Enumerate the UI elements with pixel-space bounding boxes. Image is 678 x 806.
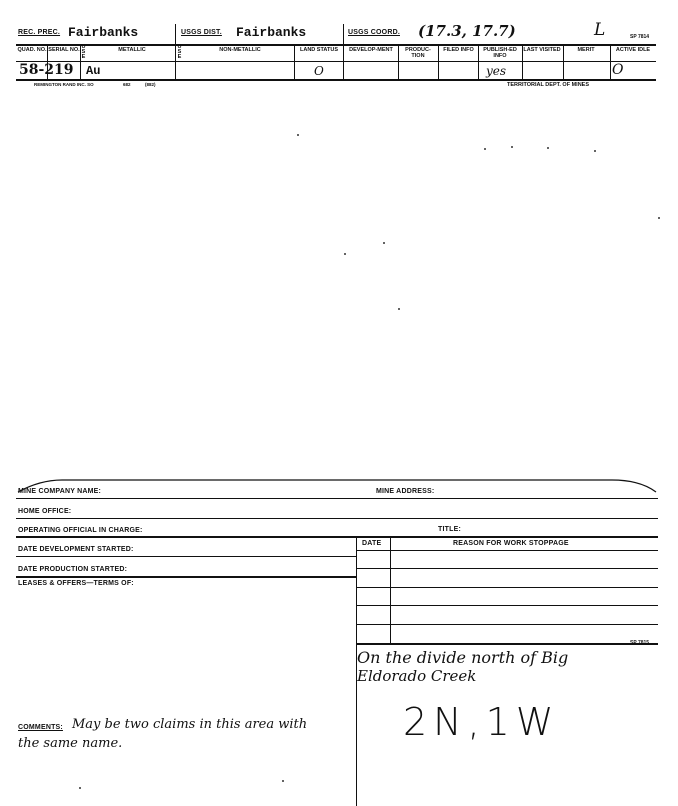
- title-label: TITLE:: [438, 526, 461, 533]
- speck: [297, 134, 299, 136]
- form-code-2: SP 7815: [630, 640, 650, 646]
- card-edge: [0, 470, 678, 496]
- record-metallic: Au: [86, 64, 101, 78]
- rule: [356, 643, 658, 645]
- col-merit: MERIT: [577, 47, 595, 53]
- col-divider: [175, 44, 176, 79]
- col-active-idle: ACTIVE IDLE: [615, 47, 651, 53]
- col-land-status: LAND STATUS: [300, 47, 338, 53]
- comments-line2: the same name.: [18, 736, 123, 751]
- record-active-idle: O: [612, 62, 624, 78]
- col-divider: [343, 44, 344, 79]
- comments-label: COMMENTS:: [18, 724, 63, 731]
- speck: [398, 308, 400, 310]
- mine-address-label: MINE ADDRESS:: [376, 488, 435, 495]
- date-development-label: DATE DEVELOPMENT STARTED:: [18, 546, 134, 553]
- usgs-coord-value: (17.3, 17.7): [418, 22, 516, 40]
- usgs-dist-label: USGS DIST.: [181, 29, 222, 36]
- leases-offers-label: LEASES & OFFERS—TERMS OF:: [18, 580, 134, 587]
- col-quad-no: QUAD. NO.: [17, 47, 47, 53]
- col-divider: [522, 44, 523, 79]
- rule: [16, 44, 656, 46]
- col-divider: [294, 44, 295, 79]
- printer-mark-a: 682: [123, 82, 131, 87]
- col-divider: [80, 44, 81, 79]
- rec-prec-label: REC. PREC.: [18, 29, 61, 36]
- col-metallic: METALLIC: [118, 47, 146, 53]
- speck: [658, 217, 660, 219]
- col-production: PRODUC-TION: [405, 47, 431, 59]
- date-column-label: DATE: [362, 540, 382, 547]
- printer-credit: REMINGTON RAND INC. SO: [34, 82, 94, 87]
- comments-line1: May be two claims in this area with: [72, 717, 308, 732]
- rec-prec-value: Fairbanks: [68, 25, 139, 40]
- department-credit: TERRITORIAL DEPT. OF MINES: [507, 82, 589, 88]
- record-serial: 58-219: [19, 62, 74, 78]
- usgs-dist-value: Fairbanks: [236, 25, 307, 40]
- speck: [547, 147, 549, 149]
- speck: [282, 780, 284, 782]
- reason-stoppage-label: REASON FOR WORK STOPPAGE: [453, 540, 569, 547]
- col-divider: [438, 44, 439, 79]
- col-published-info: PUBLISH-ED INFO: [483, 47, 517, 59]
- col-divider: [563, 44, 564, 79]
- col-divider: [610, 44, 611, 79]
- col-use-a: U S E: [81, 44, 86, 60]
- record-published-info: yes: [486, 64, 507, 78]
- printer-mark-b: (882): [145, 82, 156, 87]
- rule: [356, 587, 658, 588]
- corner-mark: L: [594, 20, 606, 40]
- speck: [484, 148, 486, 150]
- rule: [16, 518, 658, 519]
- col-serial-no: SERIAL NO.: [48, 47, 80, 53]
- grid-divider: [390, 536, 391, 644]
- rule: [356, 568, 658, 569]
- operating-official-label: OPERATING OFFICIAL IN CHARGE:: [18, 527, 143, 534]
- rule: [356, 605, 658, 606]
- speck: [594, 150, 596, 152]
- mine-company-label: MINE COMPANY NAME:: [18, 488, 102, 495]
- home-office-label: HOME OFFICE:: [18, 508, 72, 515]
- speck: [344, 253, 346, 255]
- rule: [356, 624, 658, 625]
- location-note-line2: Eldorado Creek: [357, 667, 477, 685]
- rule: [16, 576, 356, 578]
- usgs-coord-label: USGS COORD.: [348, 29, 400, 36]
- rule: [16, 536, 658, 538]
- rule: [356, 550, 658, 551]
- location-note-line1: On the divide north of Big: [357, 648, 569, 667]
- rule: [16, 79, 656, 81]
- header-divider: [175, 24, 176, 44]
- col-filed-info: FILED INFO: [443, 47, 474, 53]
- header-divider: [343, 24, 344, 44]
- col-non-metallic: NON-METALLIC: [219, 47, 261, 53]
- township-note: 2N,1W: [403, 700, 560, 744]
- form-code: SP 7814: [630, 34, 650, 40]
- col-divider: [398, 44, 399, 79]
- col-divider: [478, 44, 479, 79]
- speck: [511, 146, 513, 148]
- rule: [16, 61, 656, 62]
- date-production-label: DATE PRODUCTION STARTED:: [18, 566, 128, 573]
- rule: [16, 556, 356, 557]
- col-use-b: U S E: [177, 44, 182, 60]
- speck: [79, 787, 81, 789]
- speck: [383, 242, 385, 244]
- col-development: DEVELOP-MENT: [349, 47, 393, 53]
- record-land-status: O: [314, 64, 324, 78]
- rule: [16, 498, 658, 499]
- col-last-visited: LAST VISITED: [523, 47, 561, 53]
